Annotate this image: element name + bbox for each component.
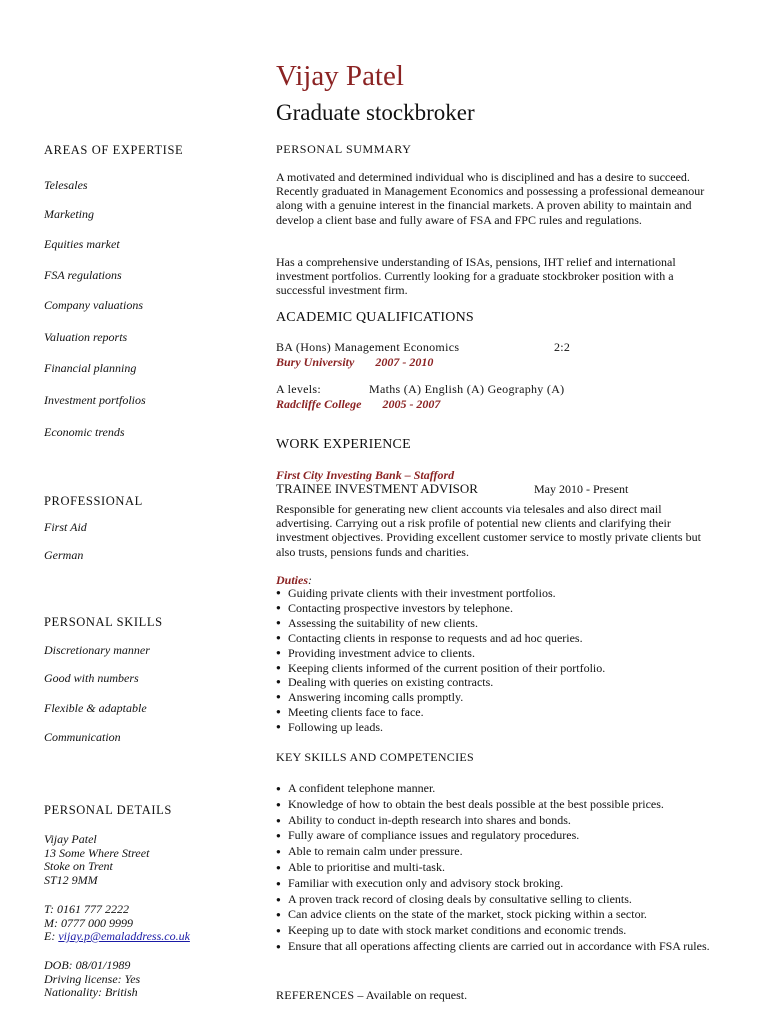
academic-heading: ACADEMIC QUALIFICATIONS [276, 310, 474, 325]
alevels-label: A levels: [276, 382, 322, 396]
list-item: ● Following up leads. [276, 720, 716, 735]
extra-details-block [44, 959, 140, 1000]
detail-name: Vijay Patel [44, 832, 97, 846]
list-item: ● Ability to conduct in-depth research into shares and bonds. [276, 813, 716, 829]
personal-details-block [44, 833, 149, 887]
list-item: ● Able to remain calm under pressure. [276, 844, 716, 860]
list-item: ● Can advice clients on the state of the market, stock picking within a sector. [276, 907, 716, 923]
references-text: – Available on request. [354, 988, 468, 1002]
job-dates: May 2010 - Present [534, 482, 629, 496]
contact-block [44, 903, 190, 944]
college-row [276, 397, 440, 412]
expertise-heading: AREAS OF EXPERTISE [44, 143, 184, 157]
detail-address-line: 13 Some Where Street [44, 845, 150, 860]
job-title: TRAINEE INVESTMENT ADVISOR [276, 481, 478, 496]
detail-dob: DOB: 08/01/1989 [44, 958, 131, 972]
list-item: ● Knowledge of how to obtain the best deals possible at the best possible prices. [276, 797, 716, 813]
summary-paragraph: Has a comprehensive understanding of ISAs, pensions, IHT relief and international investment portfolios. Currently looking for a graduate stockbroker position with a successful investment firm. [276, 255, 676, 298]
list-item: ● Keeping up to date with stock market conditions and economic trends. [276, 923, 716, 939]
personal-skill-item: Communication [44, 730, 121, 744]
summary-heading: PERSONAL SUMMARY [276, 142, 412, 156]
expertise-item: Marketing [44, 207, 94, 221]
detail-mobile: M: 0777 000 9999 [44, 915, 133, 930]
job-description: Responsible for generating new client accounts via telesales and also direct mail advertising. Carrying out a risk profile of potential new clients and clarifying their investment objectives. Providing excellent customer service to mostly private clients but also trusts, pensions funds and charities. [276, 502, 701, 559]
list-item: ● Contacting prospective investors by telephone. [276, 601, 716, 616]
list-item: ● Meeting clients face to face. [276, 705, 716, 720]
email-label: E: [44, 929, 59, 943]
expertise-item: Equities market [44, 237, 120, 251]
expertise-item: Company valuations [44, 298, 143, 312]
duties-list [276, 586, 716, 735]
detail-telephone: T: 0161 777 2222 [44, 902, 130, 916]
alevels-row [276, 382, 565, 397]
key-skills-heading: KEY SKILLS AND COMPETENCIES [276, 750, 474, 764]
professional-item: First Aid [44, 520, 87, 534]
professional-heading: PROFESSIONAL [44, 494, 143, 508]
expertise-item: Telesales [44, 178, 88, 192]
job-row [276, 481, 629, 497]
list-item: ● Dealing with queries on existing contracts. [276, 675, 716, 690]
list-item: ● A proven track record of closing deals by consultative selling to clients. [276, 892, 716, 908]
work-heading: WORK EXPERIENCE [276, 437, 411, 452]
summary-paragraph: A motivated and determined individual who is disciplined and has a desire to succeed. Recently graduated in Management Economics and possessing a professional demeanour along with a genuine interest in the financial markets. A proven ability to maintain and develop a client base and fully aware of FSA and FPC rules and regulations. [276, 170, 705, 227]
list-item: ● Ensure that all operations affecting clients are carried out in accordance with FSA rules. [276, 939, 716, 955]
expertise-item: Valuation reports [44, 330, 128, 344]
degree-name: BA (Hons) Management Economics [276, 340, 460, 354]
expertise-item: Financial planning [44, 361, 137, 375]
list-item: ● Guiding private clients with their investment portfolios. [276, 586, 716, 601]
list-item: ● Able to prioritise and multi-task. [276, 860, 716, 876]
personal-details-heading: PERSONAL DETAILS [44, 803, 172, 817]
references-label: REFERENCES [276, 988, 355, 1002]
detail-nationality: Nationality: British [44, 985, 138, 999]
list-item: ● Familiar with execution only and advisory stock broking. [276, 876, 716, 892]
expertise-item: Economic trends [44, 425, 125, 439]
list-item: ● Fully aware of compliance issues and regulatory procedures. [276, 828, 716, 844]
list-item: ● Keeping clients informed of the current position of their portfolio. [276, 661, 716, 676]
resume-title: Graduate stockbroker [276, 100, 475, 125]
personal-skill-item: Discretionary manner [44, 643, 150, 657]
college-name: Radcliffe College [276, 397, 362, 411]
detail-license: Driving license: Yes [44, 971, 141, 986]
expertise-item: FSA regulations [44, 268, 122, 282]
university-row [276, 355, 433, 370]
personal-skill-item: Good with numbers [44, 671, 139, 685]
personal-skills-heading: PERSONAL SKILLS [44, 615, 163, 629]
professional-item: German [44, 548, 84, 562]
list-item: ● Contacting clients in response to requests and ad hoc queries. [276, 631, 716, 646]
list-item: ● Assessing the suitability of new clients. [276, 616, 716, 631]
list-item: ● Answering incoming calls promptly. [276, 690, 716, 705]
college-dates: 2005 - 2007 [382, 397, 441, 411]
email-link[interactable]: vijay.p@emaladdress.co.uk [58, 929, 190, 943]
expertise-item: Investment portfolios [44, 393, 146, 407]
alevels-subjects: Maths (A) English (A) Geography (A) [369, 382, 565, 396]
duties-colon: : [308, 573, 313, 587]
key-skills-list [276, 781, 716, 955]
employer: First City Investing Bank – Stafford [276, 468, 455, 482]
detail-email-row [44, 930, 190, 944]
personal-skill-item: Flexible & adaptable [44, 701, 147, 715]
references-row [276, 988, 467, 1003]
detail-address-line: Stoke on Trent [44, 859, 113, 873]
resume-name: Vijay Patel [276, 60, 404, 92]
university-name: Bury University [276, 355, 355, 369]
degree-row [276, 340, 571, 355]
list-item: ● Providing investment advice to clients. [276, 646, 716, 661]
duties-label: Duties [276, 573, 309, 587]
detail-postcode: ST12 9MM [44, 872, 98, 887]
degree-grade: 2:2 [554, 340, 571, 354]
list-item: ● A confident telephone manner. [276, 781, 716, 797]
university-dates: 2007 - 2010 [375, 355, 434, 369]
